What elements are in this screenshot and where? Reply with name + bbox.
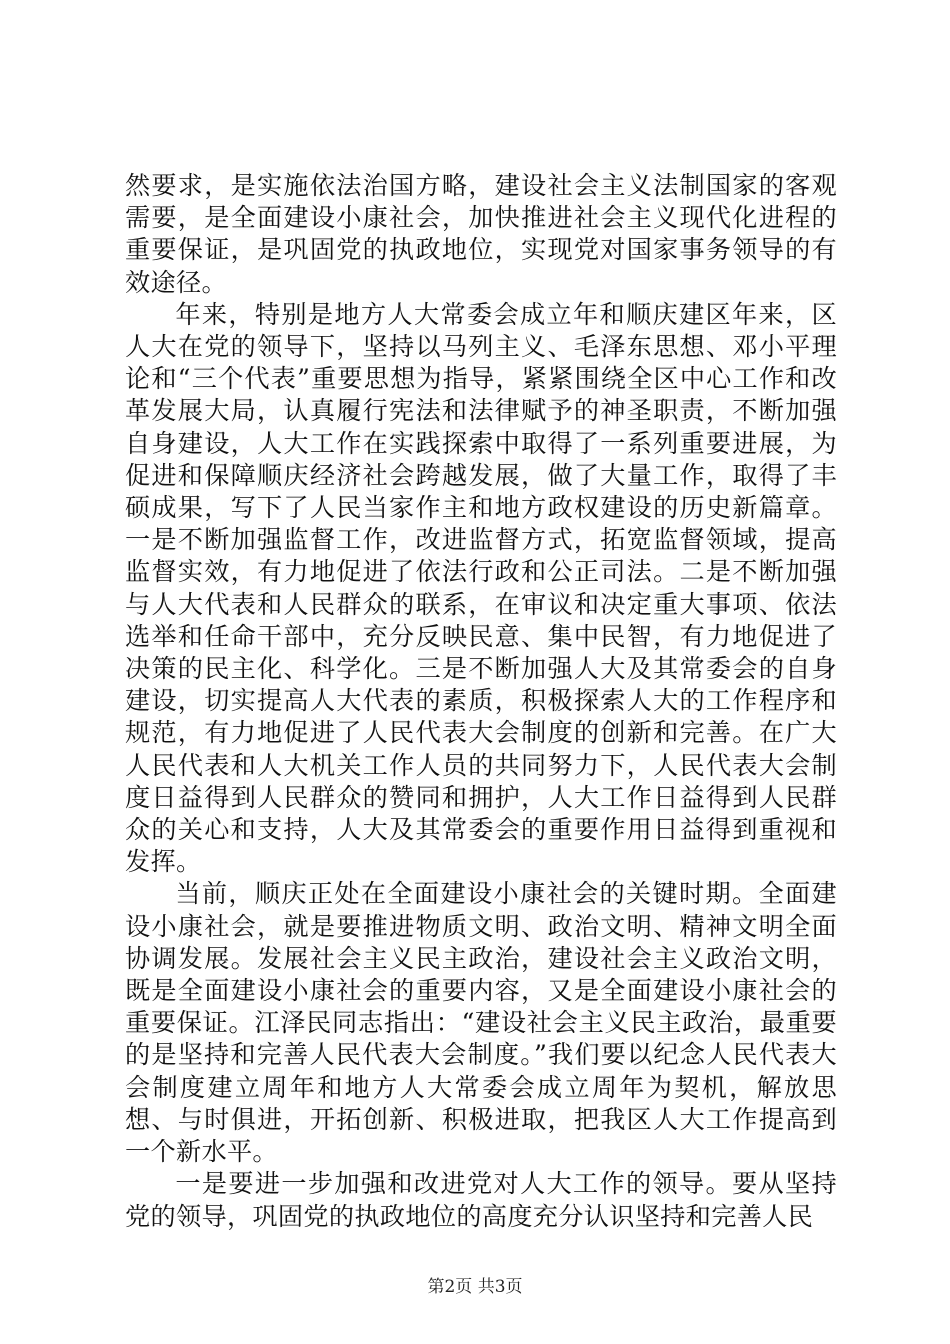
- document-body: [125, 170, 837, 1233]
- page-number-footer: 第2页 共3页: [427, 1277, 523, 1297]
- paragraph-3: 当前，顺庆正处在全面建设小康社会的关键时期。全面建设小康社会，就是要推进物质文明、政治文明、精神文明全面协调发展。发展社会主义民主政治，建设社会主义政治文明，既是全面建设小康社会的重要内容，又是全面建设小康社会的重要保证。江泽民同志指出：“建设社会主义民主政治，最重要的是坚持和完善人民代表大会制度。”我们要以纪念人民代表大会制度建立周年和地方人大常委会成立周年为契机，解放思想、与时俱进，开拓创新、积极进取，把我区人大工作提高到一个新水平。: [125, 879, 837, 1167]
- paragraph-1: 然要求，是实施依法治国方略，建设社会主义法制国家的客观需要，是全面建设小康社会，加快推进社会主义现代化进程的重要保证，是巩固党的执政地位，实现党对国家事务领导的有效途径。: [125, 171, 837, 297]
- paragraph-4: 一是要进一步加强和改进党对人大工作的领导。要从坚持党的领导，巩固党的执政地位的高度充分认识坚持和完善人民: [125, 1169, 837, 1231]
- paragraph-2: 年来，特别是地方人大常委会成立年和顺庆建区年来，区人大在党的领导下，坚持以马列主义、毛泽东思想、邓小平理论和“三个代表”重要思想为指导，紧紧围绕全区中心工作和改革发展大局，认真履行宪法和法律赋予的神圣职责，不断加强自身建设，人大工作在实践探索中取得了一系列重要进展，为促进和保障顺庆经济社会跨越发展，做了大量工作，取得了丰硕成果，写下了人民当家作主和地方政权建设的历史新篇章。一是不断加强监督工作，改进监督方式，拓宽监督领域，提高监督实效，有力地促进了依法行政和公正司法。二是不断加强与人大代表和人民群众的联系，在审议和决定重大事项、依法选举和任命干部中，充分反映民意、集中民智，有力地促进了决策的民主化、科学化。三是不断加强人大及其常委会的自身建设，切实提高人大代表的素质，积极探索人大的工作程序和规范，有力地促进了人民代表大会制度的创新和完善。在广大人民代表和人大机关工作人员的共同努力下，人民代表大会制度日益得到人民群众的赞同和拥护，人大工作日益得到人民群众的关心和支持，人大及其常委会的重要作用日益得到重视和发挥。: [125, 299, 837, 877]
